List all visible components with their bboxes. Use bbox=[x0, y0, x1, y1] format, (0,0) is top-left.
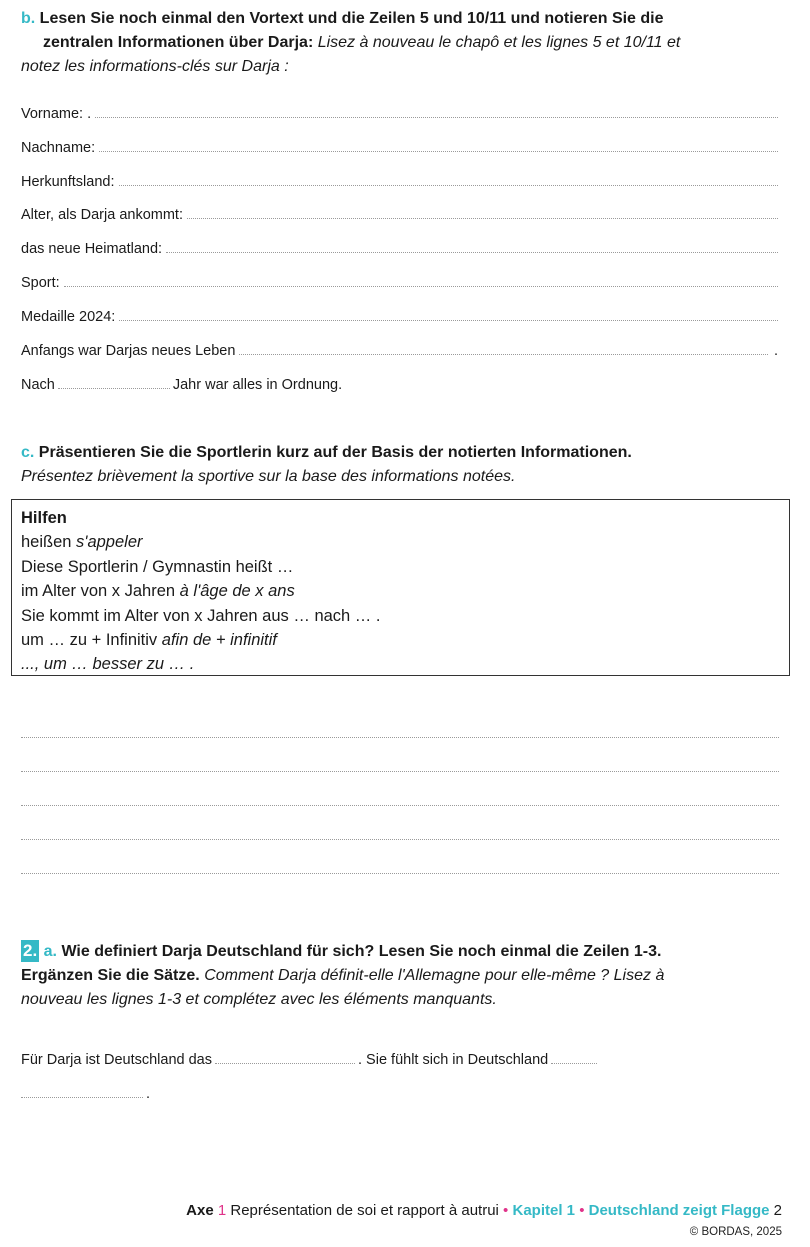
field-nach[interactable] bbox=[21, 376, 778, 396]
hilfen-line bbox=[21, 604, 789, 628]
fill-part1: Für Darja ist Deutschland das bbox=[21, 1052, 212, 1068]
task-b-de-line2: zentralen Informationen über Darja: bbox=[43, 34, 314, 51]
answer-line[interactable] bbox=[99, 139, 778, 152]
answer-line[interactable] bbox=[551, 1051, 597, 1064]
field-nachname[interactable] bbox=[21, 139, 778, 159]
answer-line[interactable] bbox=[64, 274, 778, 287]
task-2a-heading bbox=[21, 940, 791, 1012]
task-b-letter: b. bbox=[21, 10, 36, 27]
hilfen-de: im Alter von x Jahren bbox=[21, 582, 176, 601]
field-label: Anfangs war Darjas neues Leben bbox=[21, 343, 236, 359]
hilfen-fr: à l'âge de x ans bbox=[179, 582, 295, 601]
task-b-heading bbox=[21, 7, 791, 79]
writing-line[interactable] bbox=[21, 737, 779, 738]
task-2a-de-line1: Wie definiert Darja Deutschland für sich? Lesen Sie noch einmal die Zeilen 1-3. bbox=[61, 943, 662, 960]
hilfen-title: Hilfen bbox=[21, 509, 67, 527]
hilfen-de: heißen bbox=[21, 533, 72, 552]
footer-kapitel: Kapitel 1 bbox=[512, 1202, 576, 1219]
hilfen-de: Sie kommt im Alter von x Jahren aus … nach … . bbox=[21, 606, 381, 625]
hilfen-fr: afin de + infinitif bbox=[161, 631, 277, 650]
copyright: © BORDAS, 2025 bbox=[689, 1226, 782, 1238]
field-vorname[interactable] bbox=[21, 105, 778, 125]
hilfen-line bbox=[21, 628, 789, 652]
answer-line[interactable] bbox=[119, 308, 778, 321]
hilfen-fr: ..., um … besser zu … . bbox=[21, 655, 195, 674]
answer-line[interactable] bbox=[166, 240, 778, 253]
field-sport[interactable] bbox=[21, 274, 778, 294]
hilfen-fr: s'appeler bbox=[76, 533, 143, 552]
footer-axe-num: 1 bbox=[217, 1202, 227, 1219]
answer-line[interactable] bbox=[21, 1085, 143, 1098]
answer-line[interactable] bbox=[187, 206, 778, 219]
field-heimatland[interactable] bbox=[21, 240, 778, 260]
writing-line[interactable] bbox=[21, 805, 779, 806]
hilfen-box bbox=[11, 499, 790, 676]
fill-end: . bbox=[146, 1086, 151, 1102]
writing-line[interactable] bbox=[21, 771, 779, 772]
hilfen-de: um … zu + Infinitiv bbox=[21, 631, 158, 650]
field-medaille[interactable] bbox=[21, 308, 778, 328]
task-b-fr-part2: notez les informations-clés sur Darja : bbox=[21, 58, 289, 75]
nach-after: Jahr war alles in Ordnung. bbox=[172, 377, 343, 393]
footer-bullet: • bbox=[579, 1202, 585, 1219]
hilfen-line bbox=[21, 579, 789, 603]
task-2a-fr-part1: Comment Darja définit-elle l'Allemagne pour elle-même ? Lisez à bbox=[204, 967, 665, 984]
hilfen-line bbox=[21, 555, 789, 579]
fill-sentence-line1[interactable] bbox=[21, 1051, 600, 1071]
task-b-fr-part1: Lisez à nouveau le chapô et les lignes 5 et 10/11 et bbox=[317, 34, 681, 51]
field-label: Medaille 2024: bbox=[21, 309, 116, 325]
hilfen-line bbox=[21, 652, 789, 676]
task-number-badge: 2. bbox=[23, 941, 38, 960]
field-anfangs[interactable] bbox=[21, 342, 778, 362]
footer-axe-title: Représentation de soi et rapport à autrui bbox=[230, 1202, 499, 1219]
hilfen-de: Diese Sportlerin / Gymnastin heißt … bbox=[21, 557, 294, 576]
sentence-end: . bbox=[773, 343, 778, 359]
answer-line[interactable] bbox=[95, 105, 778, 118]
footer-bullet: • bbox=[503, 1202, 509, 1219]
footer-axe-label: Axe bbox=[186, 1202, 214, 1219]
task-2a-de-line2: Ergänzen Sie die Sätze. bbox=[21, 967, 200, 984]
field-label: das neue Heimatland: bbox=[21, 241, 163, 257]
task-b-de-line1: Lesen Sie noch einmal den Vortext und die Zeilen 5 und 10/11 und notieren Sie die bbox=[39, 10, 664, 27]
answer-line[interactable] bbox=[58, 376, 170, 389]
task-c-fr: Présentez brièvement la sportive sur la base des informations notées. bbox=[21, 468, 516, 485]
field-herkunftsland[interactable] bbox=[21, 173, 778, 193]
field-label: Herkunftsland: bbox=[21, 174, 115, 190]
task-2a-fr-part2: nouveau les lignes 1-3 et complétez avec les éléments manquants. bbox=[21, 991, 497, 1008]
field-label: Vorname: . bbox=[21, 106, 92, 122]
page-number: 2 bbox=[773, 1202, 782, 1219]
writing-line[interactable] bbox=[21, 839, 779, 840]
field-label: Sport: bbox=[21, 275, 60, 291]
task-c-heading bbox=[21, 441, 791, 489]
task-2a-letter: a. bbox=[43, 943, 57, 960]
field-label: Alter, als Darja ankommt: bbox=[21, 207, 183, 223]
answer-line[interactable] bbox=[215, 1051, 355, 1064]
hilfen-line bbox=[21, 530, 789, 554]
task-c-de: Präsentieren Sie die Sportlerin kurz auf der Basis der notierten Informationen. bbox=[38, 444, 632, 461]
fill-sentence-line2[interactable] bbox=[21, 1085, 150, 1105]
footer bbox=[186, 1202, 782, 1219]
field-alter[interactable] bbox=[21, 206, 778, 226]
answer-line[interactable] bbox=[119, 173, 779, 186]
footer-kapitel-title: Deutschland zeigt Flagge bbox=[588, 1202, 770, 1219]
writing-line[interactable] bbox=[21, 873, 779, 874]
task-c-letter: c. bbox=[21, 444, 35, 461]
fill-part2: . Sie fühlt sich in Deutschland bbox=[358, 1052, 549, 1068]
field-label: Nachname: bbox=[21, 140, 96, 156]
nach-before: Nach bbox=[21, 377, 55, 393]
answer-line[interactable] bbox=[239, 342, 768, 355]
